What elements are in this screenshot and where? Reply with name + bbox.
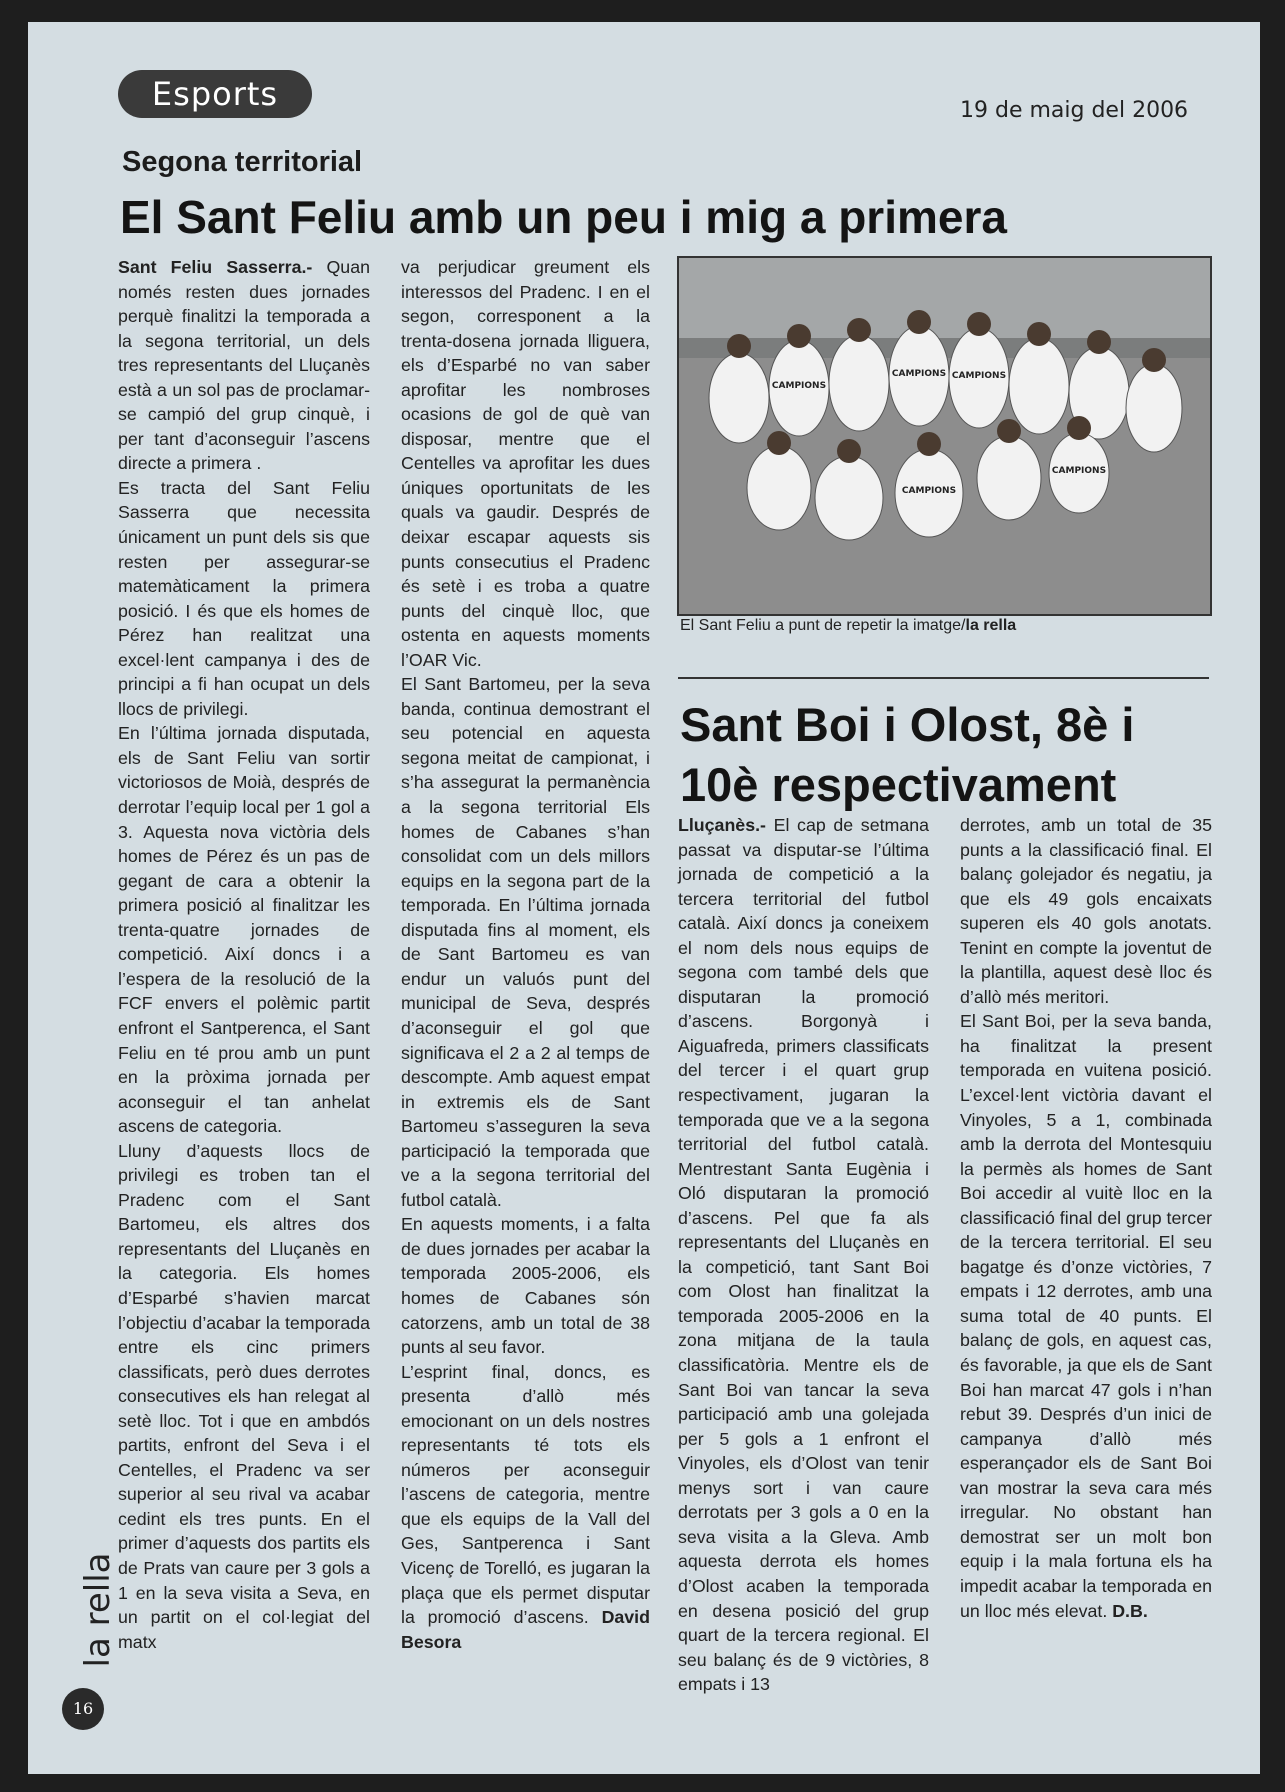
article1-paragraph: En aquests moments, i a falta de dues jornades per acabar la temporada 2005-2006, els homes de Cabanes són catorzens, amb un total de 38 punts al seu favor. — [401, 1214, 650, 1358]
photo-caption: El Sant Feliu a punt de repetir la imatge/la rella — [680, 617, 1017, 634]
article1-paragraph: En l’última jornada disputada, els de Sant Feliu van sortir victoriosos de Moià, després de derrotar l’equip local per 1 gol a 3. Aquesta nova victòria dels homes de Pérez és un pas de gegant de cara a obtenir la primera posició al finalitzar les trenta-quatre jornades de competició. Així doncs i a l’espera de la resolució de la FCF envers el polèmic partit enfront el Santperenca, el Sant Feliu en té prou amb un punt en la pròxima jornada per aconseguir el tan anhelat ascens de categoria. — [118, 723, 370, 1137]
article1-paragraph: Es tracta del Sant Feliu Sasserra que necessita únicament un punt dels sis que resten per assegurar-se matemàticament la primera posició. I és que els homes de Pérez han realitzat una excel·lent campanya i des de principi a fi han ocupat un dels llocs de privilegi. — [118, 477, 370, 719]
article2-byline: D.B. — [1112, 1600, 1148, 1621]
issue-date: 19 de maig del 2006 — [960, 98, 1189, 123]
article-divider — [678, 677, 1209, 679]
team-photo — [677, 256, 1212, 616]
article1-dateline: Sant Feliu Sasserra.- — [118, 257, 313, 277]
article2-column-1 — [678, 813, 929, 1697]
article1-paragraph: L’esprint final, doncs, es presenta d’allò més emocionant on un dels nostres representants té tots els números per aconseguir l’ascens de categoria, mentre que els equips de la Vall del Ges, Santperenca i Sant Vicenç de Torelló, es jugaran la plaça que els permet disputar la promoció d’ascens. David Besora — [401, 1361, 650, 1652]
shirt-text: CAMPIONS — [771, 381, 827, 391]
article2-dateline: Lluçanès.- — [678, 815, 766, 835]
shirt-text: CAMPIONS — [901, 486, 957, 496]
article1-paragraph: Sant Feliu Sasserra.- Quan només resten dues jornades perquè finalitzi la temporada a la segona territorial, un dels tres representants del Lluçanès està a un sol pas de proclamar-se campió del grup cinquè, i per tant d’aconseguir l’ascens directe a primera . — [118, 257, 370, 474]
article2-column-2 — [960, 813, 1212, 1623]
article1-paragraph: El Sant Bartomeu, per la seva banda, continua demostrant el seu potencial en aquesta segona meitat de campionat, i s’ha assegurat la permanència a la segona territorial Els homes de Cabanes s’han consolidat com un dels millors equips en la segona part de la temporada. En l’última jornada disputada fins al moment, els de Sant Bartomeu es van endur un valuós punt del municipal de Seva, després d’aconseguir el gol que significava el 2 a 2 al temps de descompte. Amb aquest empat in extremis els de Sant Bartomeu s’asseguren la seva participació la temporada que ve a la segona territorial del futbol català. — [401, 674, 650, 1210]
team-photo-image — [679, 258, 1210, 614]
shirt-text: CAMPIONS — [891, 369, 947, 379]
article1-kicker: Segona territorial — [122, 146, 363, 178]
article1-headline: El Sant Feliu amb un peu i mig a primera — [120, 191, 1007, 243]
section-badge: Esports — [118, 70, 312, 118]
article1-paragraph: Lluny d’aquests llocs de privilegi es troben tan el Pradenc com el Sant Bartomeu, els altres dos representants del Lluçanès en la categoria. Els homes d’Esparbé s’havien marcat l’objectiu d’acabar la temporada entre els cinc primers classificats, però dues derrotes consecutives els han relegat al setè lloc. Tot i que en ambdós partits, enfront del Seva i el Centelles, el Pradenc va ser superior al seu rival va acabar cedint els tres punts. En el primer d’aquests dos partits els de Prats van caure per 3 gols a 1 en la seva visita a Seva, en un partit on el col·legiat del matx — [118, 1140, 370, 1652]
article1-column-1 — [118, 255, 370, 1654]
article2-paragraph: derrotes, amb un total de 35 punts a la classificació final. El balanç golejador és negatiu, ja que els 49 gols encaixats superen els 40 gols anotats. Tenint en compte la joventut de la plantilla, aquest desè lloc és d’allò més meritori. — [960, 815, 1212, 1007]
article2-paragraph: Lluçanès.- El cap de setmana passat va disputar-se l’última jornada de competició a la tercera territorial del futbol català. Així doncs ja coneixem el nom dels nous equips de segona com també dels que disputaran la promoció d’ascens. Borgonyà i Aiguafreda, primers classificats del tercer i el quart grup respectivament, jugaran la temporada que ve a la segona territorial del futbol català. Mentrestant Santa Eugènia i Oló disputaran la promoció d’ascens. Pel que fa als representants del Lluçanès en la competició, tant Sant Boi com Olost han finalitzat la temporada 2005-2006 en la zona mitjana de la taula classificatòria. Mentre els de Sant Boi van tancar la seva participació amb una golejada per 5 gols a 1 enfront el Vinyoles, els d’Olost van tenir menys sort i van caure derrotats per 3 gols a 0 en la seva visita a la Gleva. Amb aquesta derrota els homes d’Olost acaben la temporada en desena posició del grup quart de la tercera regional. El seu balanç és de 9 victòries, 8 empats i 13 — [678, 815, 929, 1695]
photo-credit: la rella — [965, 617, 1017, 634]
article1-column-2 — [401, 255, 650, 1654]
article1-byline: David Besora — [401, 1607, 650, 1652]
shirt-text: CAMPIONS — [951, 371, 1007, 381]
shirt-text: CAMPIONS — [1051, 466, 1107, 476]
article1-paragraph: va perjudicar greument els interessos del Pradenc. I en el segon, corresponent a la trenta-dosena jornada lliguera, els d’Esparbé no van saber aprofitar les nombroses ocasions de gol de què van disposar, mentre que el Centelles va aprofitar les dues úniques oportunitats de les quals va gaudir. Després de deixar escapar aquests sis punts consecutius el Pradenc és setè i es troba a quatre punts del cinquè lloc, que ostenta en aquests moments l’OAR Vic. — [401, 257, 650, 670]
article2-headline: Sant Boi i Olost, 8è i 10è respectivament — [680, 698, 1135, 811]
publication-side-label: la rella — [78, 1552, 118, 1668]
page-number: 16 — [62, 1688, 104, 1730]
article2-paragraph: El Sant Boi, per la seva banda, ha finalitzat la present temporada en vuitena posició. L’excel·lent victòria davant el Vinyoles, 5 a 1, combinada amb la derrota del Montesquiu la permès als homes de Sant Boi accedir al vuitè lloc en la classificació final del grup tercer de la tercera territorial. El seu bagatge és d’onze victòries, 7 empats i 12 derrotes, amb una suma total de 40 punts. El balanç de gols, en aquest cas, és favorable, ja que els de Sant Boi han marcat 47 gols i n’han rebut 39. Després d’un inici de campanya d’allò més esperançador els de Sant Boi van mostrar la seva cara més irregular. No obstant han demostrat ser un molt bon equip i la mala fortuna els ha impedit acabar la temporada en un lloc més elevat. D.B. — [960, 1011, 1213, 1621]
